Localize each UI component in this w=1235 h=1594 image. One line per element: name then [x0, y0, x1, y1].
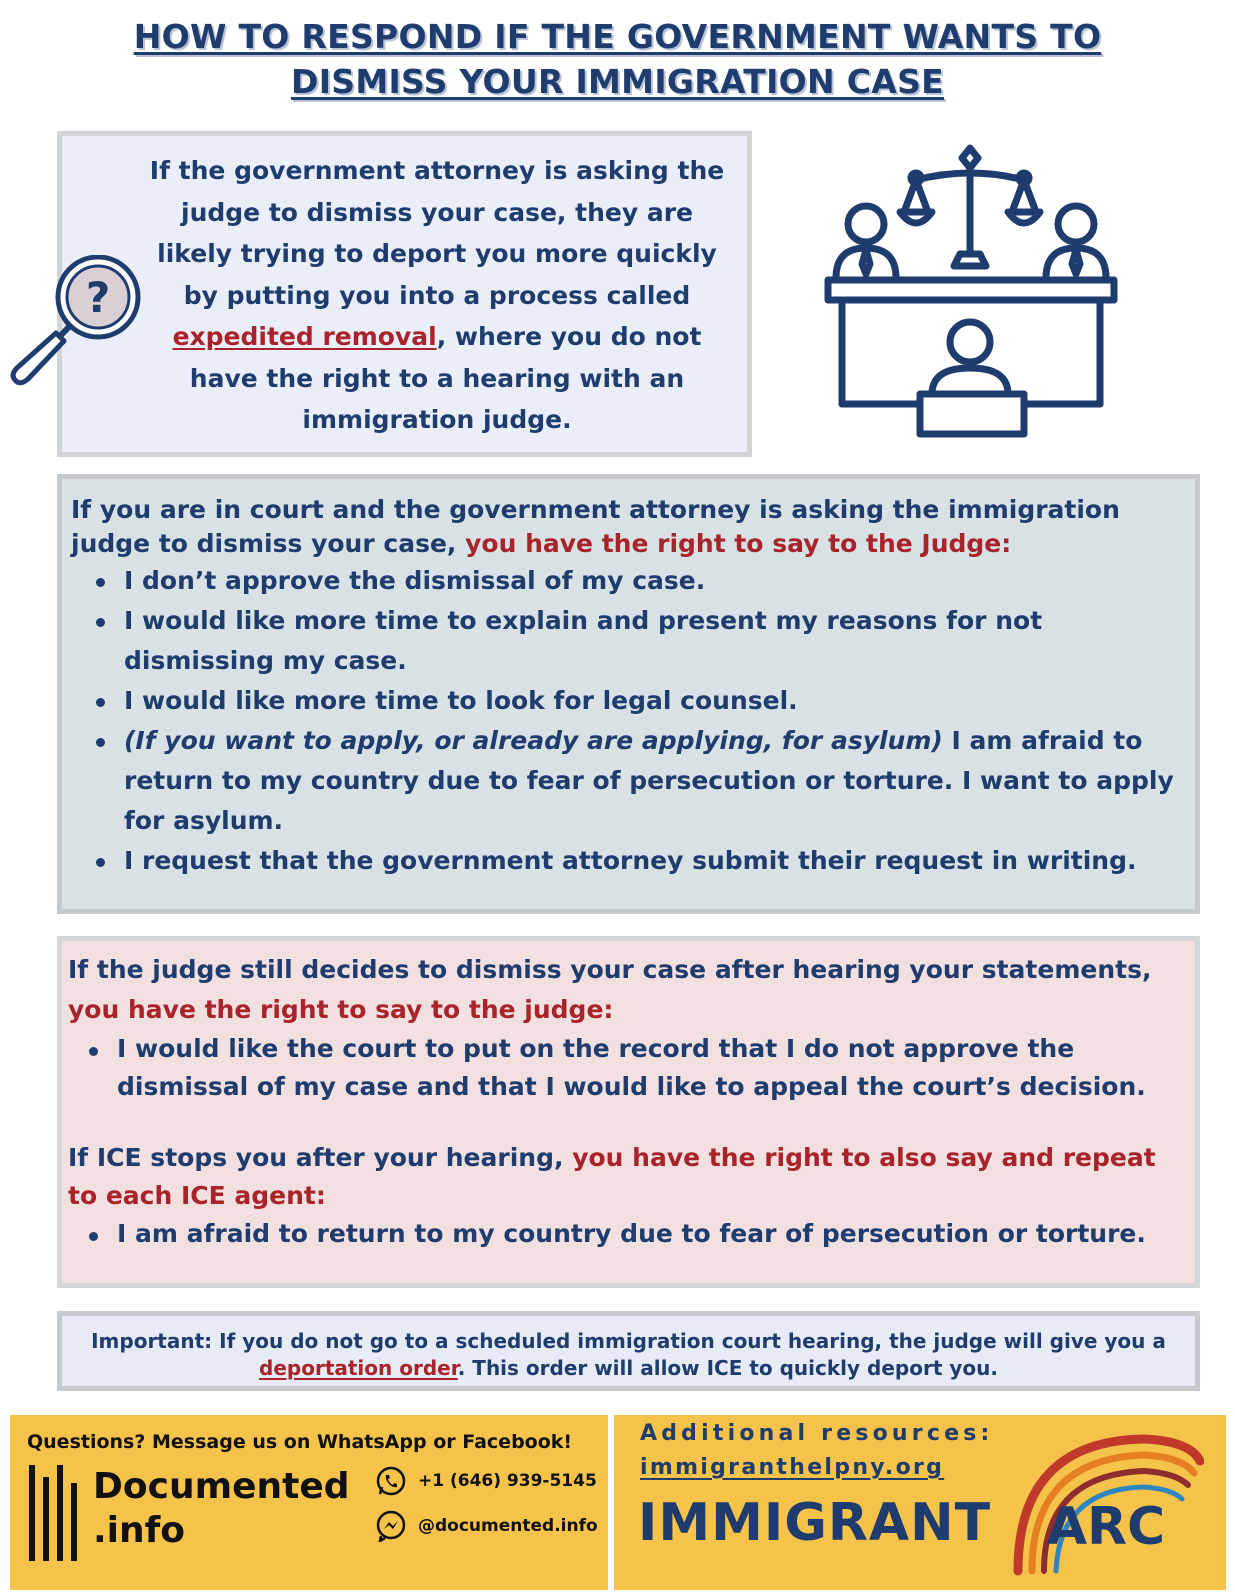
resources-link[interactable]: immigranthelpny.org	[640, 1455, 945, 1480]
judge-decides-intro: If the judge still decides to dismiss your case after hearing your statements, you have the right to say to the judge:	[68, 950, 1193, 1030]
rights-in-court-red: you have the right to say to the Judge:	[465, 529, 1012, 558]
resources-label: Additional resources:	[640, 1421, 994, 1446]
list-item: I request that the government attorney submit their request in writing.	[71, 841, 1191, 881]
ice-list	[64, 1215, 1194, 1253]
arc-wordmark: ARC	[1046, 1497, 1166, 1557]
rights-in-court-box	[57, 474, 1200, 914]
rights-in-court-list	[71, 561, 1191, 881]
list-item: I would like the court to put on the record that I do not approve the dismissal of my case and that I would like to appeal the court’s decision.	[64, 1030, 1194, 1106]
list-item: I am afraid to return to my country due to fear of persecution or torture.	[64, 1215, 1194, 1253]
title-line-2: DISMISS YOUR IMMIGRATION CASE	[291, 62, 944, 101]
important-box	[57, 1311, 1200, 1391]
judge-decides-red: you have the right to say to the judge:	[68, 995, 614, 1024]
list-item: I don’t approve the dismissal of my case.	[71, 561, 1191, 601]
social-handle[interactable]: @documented.info	[418, 1516, 598, 1536]
documented-brand: Documented .info	[93, 1466, 350, 1551]
intro-text: If the government attorney is asking the judge to dismiss your case, they are likely trying to deport you more quickly by putting you into a process called expedited removal, where you do not have the right to a hearing with an immigration judge.	[149, 156, 725, 434]
judge-decides-box	[57, 936, 1200, 1288]
ice-red: you have the right to also say and repeat to each ICE agent:	[68, 1143, 1156, 1210]
courtroom-judge-icon	[820, 142, 1130, 442]
documented-logo-icon	[27, 1465, 87, 1561]
deportation-order-link[interactable]: deportation order	[259, 1356, 458, 1380]
judge-decides-list	[64, 1030, 1194, 1106]
intro-box	[57, 131, 752, 457]
immigrant-wordmark: IMMIGRANT	[638, 1493, 992, 1553]
ice-intro: If ICE stops you after your hearing, you have the right to also say and repeat to each ICE agent:	[68, 1143, 1156, 1210]
footer-question: Questions? Message us on WhatsApp or Facebook!	[27, 1431, 573, 1453]
magnifier-question-icon	[8, 255, 148, 395]
list-item: I would like more time to explain and present my reasons for not dismissing my case.	[71, 601, 1191, 681]
magnifier-question-mark: ?	[85, 273, 111, 322]
phone-number[interactable]: +1 (646) 939-5145	[418, 1471, 597, 1491]
list-item: (If you want to apply, or already are applying, for asylum) I am afraid to return to my country due to fear of persecution or torture. I want to apply for asylum.	[71, 721, 1191, 841]
messenger-icon	[375, 1510, 407, 1542]
page-title	[40, 14, 1195, 104]
list-item: I would like more time to look for legal counsel.	[71, 681, 1191, 721]
asylum-condition: (If you want to apply, or already are applying, for asylum)	[124, 726, 943, 755]
footer-documented	[10, 1415, 608, 1590]
expedited-removal-link[interactable]: expedited removal	[172, 322, 437, 351]
footer-immigrant-arc	[614, 1415, 1226, 1590]
rights-in-court-intro: If you are in court and the government attorney is asking the immigration judge to dismiss your case, you have the right to say to the Judge:	[71, 495, 1120, 558]
title-line-1: HOW TO RESPOND IF THE GOVERNMENT WANTS TO	[133, 17, 1102, 56]
important-text: Important: If you do not go to a scheduled immigration court hearing, the judge will give you a deportation order. This order will allow ICE to quickly deport you.	[91, 1329, 1166, 1380]
whatsapp-icon	[375, 1465, 407, 1497]
